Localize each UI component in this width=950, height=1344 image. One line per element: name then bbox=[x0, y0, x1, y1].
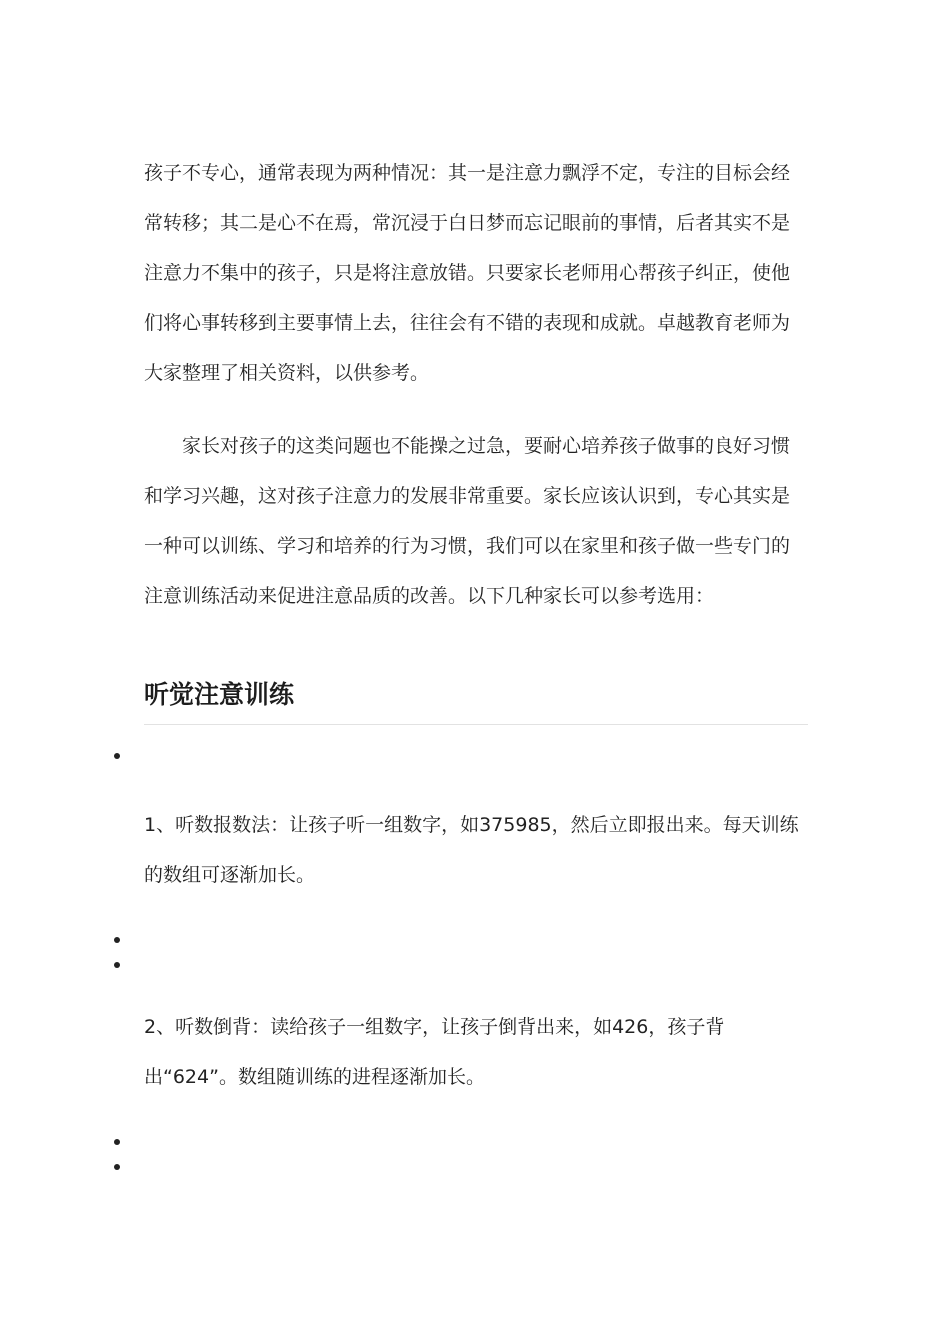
list-bullet bbox=[114, 937, 120, 943]
list-item: 2、听数倒背：读给孩子一组数字，让孩子倒背出来，如426，孩子背出“624”。数组随训练的进程逐渐加长。 bbox=[144, 1016, 725, 1088]
intro-paragraph-2: 家长对孩子的这类问题也不能操之过急，要耐心培养孩子做事的良好习惯和学习兴趣，这对孩子注意力的发展非常重要。家长应该认识到，专心其实是一种可以训练、学习和培养的行为习惯，我们可以在家里和孩子做一些专门的注意训练活动来促进注意品质的改善。以下几种家长可以参考选用： bbox=[144, 435, 791, 607]
list-bullet bbox=[114, 1164, 120, 1170]
intro-paragraph-1: 孩子不专心，通常表现为两种情况：其一是注意力飘浮不定，专注的目标会经常转移；其二是心不在焉，常沉浸于白日梦而忘记眼前的事情，后者其实不是注意力不集中的孩子，只是将注意放错。只要家长老师用心帮孩子纠正，使他们将心事转移到主要事情上去，往往会有不错的表现和成就。卓越教育老师为大家整理了相关资料，以供参考。 bbox=[144, 162, 791, 384]
list-bullet bbox=[114, 753, 120, 759]
list-bullet bbox=[114, 1139, 120, 1145]
list-item: 1、听数报数法：让孩子听一组数字，如375985，然后立即报出来。每天训练的数组可逐渐加长。 bbox=[144, 814, 799, 886]
section-heading: 听觉注意训练 bbox=[144, 672, 808, 725]
list-bullet bbox=[114, 962, 120, 968]
